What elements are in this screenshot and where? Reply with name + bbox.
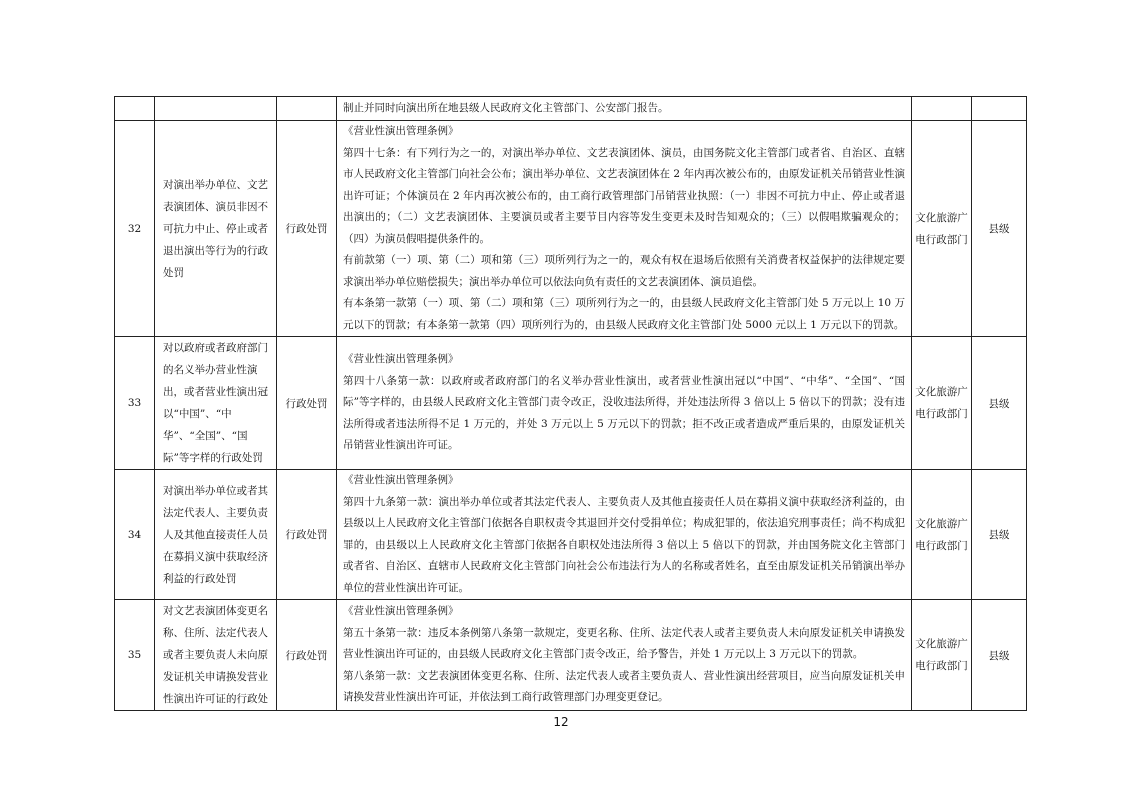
row-number: 32 — [115, 121, 155, 337]
item-name: 对演出举办单位、文艺表演团体、演员非因不可抗力中止、停止或者退出演出等行为的行政处罚 — [155, 121, 277, 337]
legal-basis — [337, 121, 912, 337]
basis-paragraph: 第八条第一款：文艺表演团体变更名称、住所、法定代表人或者主要负责人、营业性演出经营项目，应当向原发证机关申请换发营业性演出许可证，并依法到工商行政管理部门办理变更登记。 — [343, 669, 905, 704]
basis-paragraph: 第四十七条：有下列行为之一的，对演出举办单位、文艺表演团体、演员，由国务院文化主管部门或者省、自治区、直辖市人民政府文化主管部门向社会公布；演出举办单位、文艺表演团体在 2 年内再次被公布的，由原发证机关吊销营业性演出许可证；个体演员在 2 年内再次被公布的，由工商行政管理部门吊销营业执照：（一）非因不可抗力中止、停止或者退出演出的；（二）文艺表演团体、主要演员或者主要节目内容等发生变更未及时告知观众的；（三）以假唱欺骗观众的；（四）为演员假唱提供条件的。 — [343, 146, 905, 245]
basis-title: 《营业性演出管理条例》 — [343, 125, 459, 137]
legal-basis — [337, 470, 912, 600]
basis-paragraph: 第五十条第一款：违反本条例第八条第一款规定，变更名称、住所、法定代表人或者主要负责人未向原发证机关申请换发营业性演出许可证的，由县级人民政府文化主管部门责令改正，给予警告，并处 1 万元以上 3 万元以下的罚款。 — [343, 626, 905, 661]
number-cell — [115, 97, 155, 121]
level: 县级 — [972, 121, 1027, 337]
item-name: 对文艺表演团体变更名称、住所、法定代表人或者主要负责人未向原发证机关申请换发营业性演出许可证的行政处 — [155, 600, 277, 711]
basis-cell — [337, 97, 912, 121]
table-row-continuation — [115, 97, 1027, 121]
item-name: 对演出举办单位或者其法定代表人、主要负责人及其他直接责任人员在募捐义演中获取经济利益的行政处罚 — [155, 470, 277, 600]
table-row — [115, 600, 1027, 711]
legal-basis — [337, 600, 912, 711]
basis-text: 制止并同时向演出所在地县级人民政府文化主管部门、公安部门报告。 — [343, 101, 669, 114]
basis-paragraph: 有前款第（一）项、第（二）项和第（三）项所列行为之一的，观众有权在退场后依照有关消费者权益保护的法律规定要求演出举办单位赔偿损失；演出举办单位可以依法向负有责任的文艺表演团体、演员追偿。 — [343, 254, 905, 288]
row-number: 33 — [115, 337, 155, 470]
basis-title: 《营业性演出管理条例》 — [343, 605, 459, 618]
department: 文化旅游广电行政部门 — [912, 121, 972, 337]
row-number: 35 — [115, 600, 155, 711]
page-number: 12 — [553, 715, 569, 729]
basis-paragraph: 第四十九条第一款：演出举办单位或者其法定代表人、主要负责人及其他直接责任人员在募捐义演中获取经济利益的，由县级以上人民政府文化主管部门依据各自职权责令其退回并交付受捐单位；构成犯罪的，依法追究刑事责任；尚不构成犯罪的，由县级以上人民政府文化主管部门依据各自职权处违法所得 3 倍以上 5 倍以下的罚款，并由国务院文化主管部门或者省、自治区、直辖市人民政府文化主管部门向社会公布违法行为人的名称或者姓名，直至由原发证机关吊销演出举办单位的营业性演出许可证。 — [343, 495, 905, 594]
level: 县级 — [972, 600, 1027, 711]
item-type: 行政处罚 — [277, 337, 337, 470]
legal-basis — [337, 337, 912, 470]
type-cell — [277, 97, 337, 121]
level-cell — [972, 97, 1027, 121]
row-number: 34 — [115, 470, 155, 600]
basis-title: 《营业性演出管理条例》 — [343, 353, 459, 366]
department: 文化旅游广电行政部门 — [912, 470, 972, 600]
level: 县级 — [972, 337, 1027, 470]
item-type: 行政处罚 — [277, 600, 337, 711]
table-row — [115, 337, 1027, 470]
basis-paragraph: 第四十八条第一款：以政府或者政府部门的名义举办营业性演出，或者营业性演出冠以“中国”、“中华”、“全国”、“国际”等字样的，由县级人民政府文化主管部门责令改正，没收违法所得，并处违法所得 3 倍以上 5 倍以下的罚款；没有违法所得或者违法所得不足 1 万元的，并处 3 万元以上 5 万元以下的罚款；拒不改正或者造成严重后果的，由原发证机关吊销营业性演出许可证。 — [343, 374, 905, 452]
item-cell — [155, 97, 277, 121]
basis-paragraph: 有本条第一款第（一）项、第（二）项和第（三）项所列行为之一的，由县级人民政府文化主管部门处 5 万元以上 10 万元以下的罚款；有本条第一款第（四）项所列行为的，由县级人民政府文化主管部门处 5000 元以上 1 万元以下的罚款。 — [343, 297, 905, 331]
item-type: 行政处罚 — [277, 470, 337, 600]
table-row — [115, 121, 1027, 337]
level: 县级 — [972, 470, 1027, 600]
enforcement-table — [114, 96, 1027, 711]
department: 文化旅游广电行政部门 — [912, 600, 972, 711]
item-name: 对以政府或者政府部门的名义举办营业性演出，或者营业性演出冠以“中国”、“中华”、“全国”、“国际”等字样的行政处罚 — [155, 337, 277, 470]
department-cell — [912, 97, 972, 121]
basis-title: 《营业性演出管理条例》 — [343, 474, 459, 486]
department: 文化旅游广电行政部门 — [912, 337, 972, 470]
table-row — [115, 470, 1027, 600]
item-type: 行政处罚 — [277, 121, 337, 337]
